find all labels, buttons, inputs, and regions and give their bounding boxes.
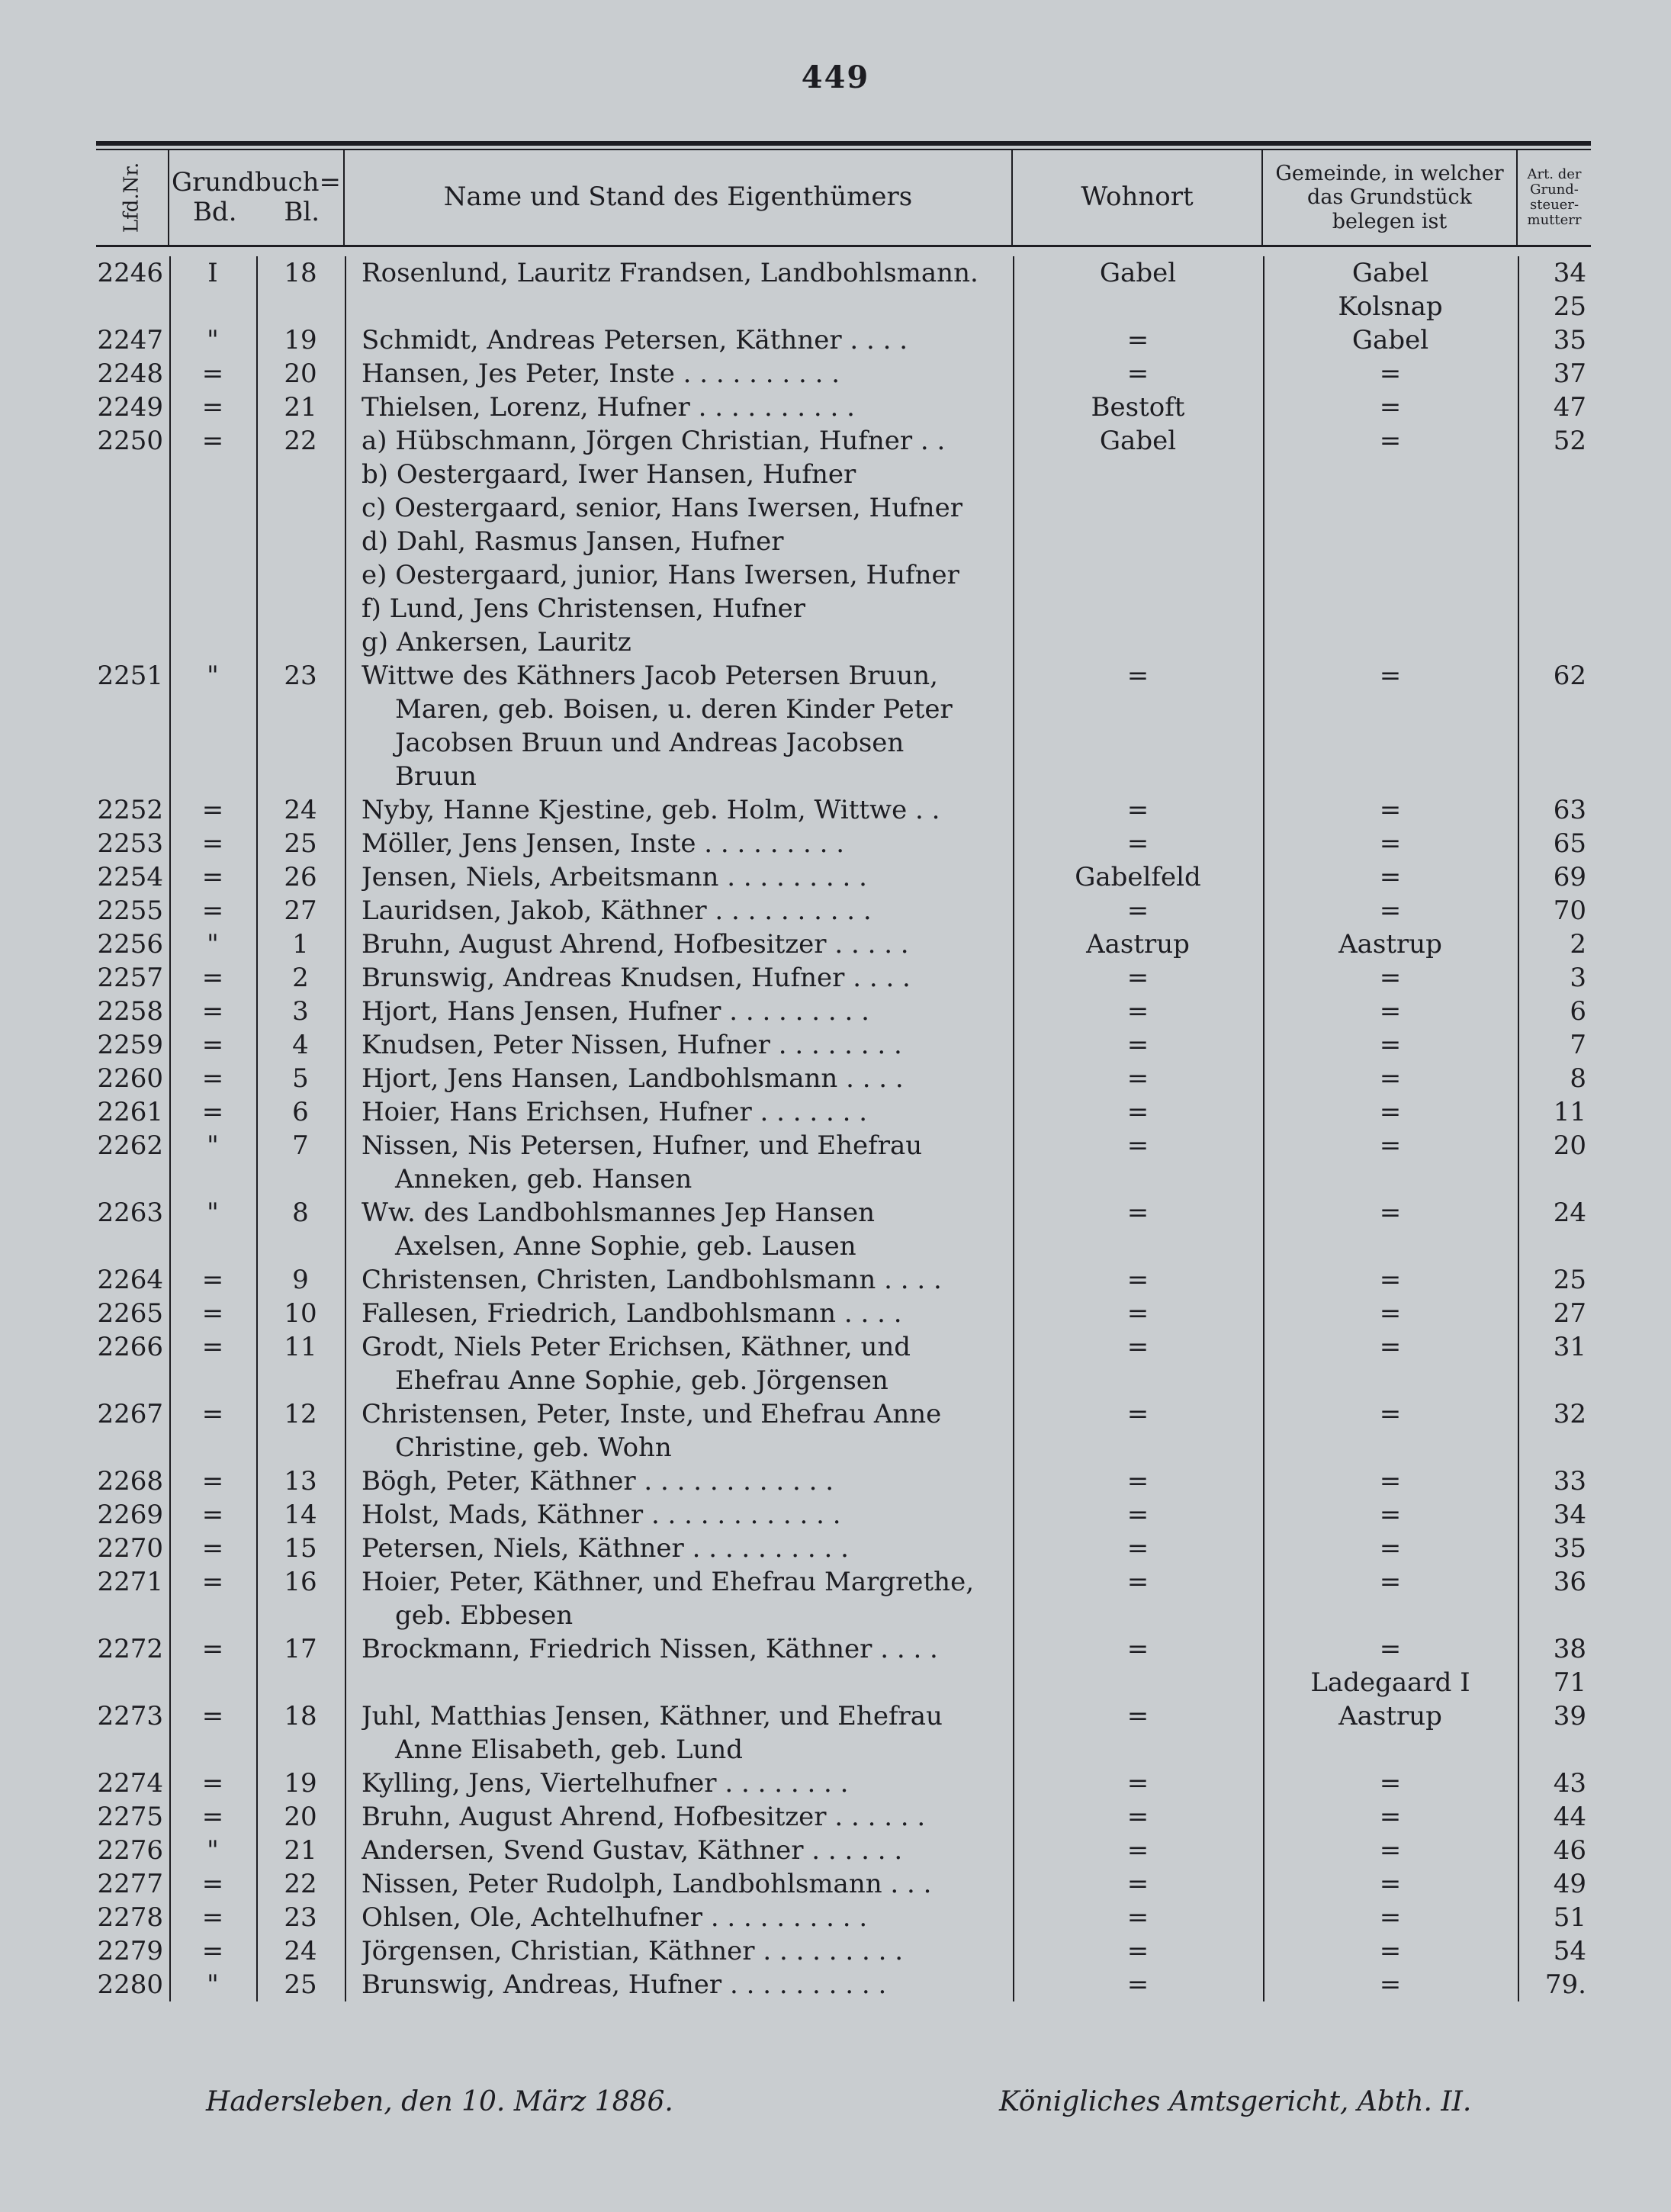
table-row [96,424,1591,659]
header-art: Art. der Grund-steuer-mutterr [1527,166,1582,228]
residence: = [1126,1936,1149,1966]
page-number: 449 [801,59,870,95]
row-band: = [201,1567,224,1597]
table-row [96,1565,1591,1632]
row-number: 2271 [97,1567,163,1597]
row-number: 2274 [97,1768,163,1799]
residence: = [1126,358,1149,389]
municipality: = [1379,828,1402,859]
municipality: = [1379,1802,1402,1832]
row-band: = [201,1533,224,1564]
owner-name: Fallesen, Friedrich, Landbohlsmann . . . . [362,1298,902,1329]
municipality: Gabel Kolsnap [1338,258,1443,322]
owner-name: Brunswig, Andreas, Hufner . . . . . . . . . . [362,1969,887,2000]
row-number: 2248 [97,358,163,389]
row-blatt: 17 [284,1634,317,1664]
row-band: " [207,1835,219,1866]
municipality: = [1379,963,1402,993]
residence: = [1126,996,1149,1027]
row-blatt: 14 [284,1500,317,1530]
municipality: = [1379,1936,1402,1966]
row-band: = [201,1802,224,1832]
tax-article: 31 [1553,1332,1586,1362]
row-blatt: 25 [284,1969,317,2000]
tax-article: 35 [1553,1533,1586,1564]
municipality: = [1379,1298,1402,1329]
table-row [96,659,1591,793]
row-number: 2266 [97,1332,163,1362]
row-blatt: 20 [284,358,317,389]
tax-article: 43 [1553,1768,1586,1799]
municipality: = [1379,862,1402,892]
row-blatt: 15 [284,1533,317,1564]
row-blatt: 24 [284,1936,317,1966]
residence: = [1126,1835,1149,1866]
row-number: 2251 [97,661,163,691]
row-number: 2262 [97,1130,163,1161]
row-band: = [201,358,224,389]
table-row [96,1129,1591,1196]
row-band: " [207,661,219,691]
row-number: 2250 [97,426,163,456]
residence: = [1126,1198,1149,1228]
row-number: 2264 [97,1265,163,1295]
table-row [96,1297,1591,1330]
tax-article: 25 [1553,1265,1586,1295]
row-blatt: 16 [284,1567,317,1597]
row-number: 2246 [97,258,163,288]
owner-name: Christensen, Christen, Landbohlsmann . . . . [362,1265,942,1295]
row-blatt: 26 [284,862,317,892]
residence: Gabelfeld [1075,862,1201,892]
residence: Bestoft [1091,392,1185,423]
row-number: 2249 [97,392,163,423]
header-grundbuch: Grundbuch= Bd. Bl. [169,150,345,245]
residence: = [1126,1063,1149,1094]
residence: Aastrup [1086,929,1190,960]
municipality: = [1379,1399,1402,1429]
header-bd: Bd. [192,197,237,227]
row-blatt: 20 [284,1802,317,1832]
residence: = [1126,1533,1149,1564]
tax-article: 70 [1553,895,1586,926]
row-blatt: 1 [292,929,309,960]
row-band: I [207,258,218,288]
residence: = [1126,325,1149,355]
row-number: 2253 [97,828,163,859]
table-row [96,357,1591,391]
row-blatt: 19 [284,1768,317,1799]
row-band: = [201,895,224,926]
residence: = [1126,661,1149,691]
row-band: = [201,996,224,1027]
table-row [96,1498,1591,1532]
tax-article: 71 39 [1553,1667,1586,1731]
tax-article: 46 [1553,1835,1586,1866]
owner-name: Wittwe des Käthners Jacob Petersen Bruun, Maren, geb. Boisen, u. deren Kinder Peter Jacobsen Bruun und Andreas Jacobsen Bruun [362,661,953,792]
row-blatt: 5 [292,1063,309,1094]
residence: = [1126,828,1149,859]
tax-article: 7 [1570,1030,1586,1060]
row-band: " [207,325,219,355]
row-band: " [207,1130,219,1161]
tax-article: 47 [1553,392,1586,423]
row-number: 2252 [97,795,163,825]
tax-article: 54 [1553,1936,1586,1966]
footer-authority: Königliches Amtsgericht, Abth. II. [999,2086,1472,2117]
municipality: = [1379,1533,1402,1564]
row-blatt: 8 [292,1198,309,1228]
header-gemeinde: Gemeinde, in welcher das Grundstück belegen ist [1263,150,1518,245]
residence: Gabel [1099,426,1177,456]
row-band: = [201,1869,224,1899]
row-number: 2255 [97,895,163,926]
tax-article: 63 [1553,795,1586,825]
row-number: 2267 [97,1399,163,1429]
row-number: 2254 [97,862,163,892]
residence: = [1126,1466,1149,1497]
table-row [96,1867,1591,1901]
row-band: = [201,1063,224,1094]
row-blatt: 18 [284,258,317,288]
footer-place-date: Hadersleben, den 10. März 1886. [206,2086,673,2117]
tax-article: 37 [1553,358,1586,389]
row-band: = [201,828,224,859]
residence: = [1126,1332,1149,1362]
row-band: " [207,929,219,960]
row-number: 2276 [97,1835,163,1866]
row-number: 2263 [97,1198,163,1228]
land-register-table [96,141,1591,2001]
row-band: = [201,1936,224,1966]
row-number: 2257 [97,963,163,993]
residence: = [1126,1634,1149,1664]
table-row [96,1968,1591,2001]
municipality: Gabel [1351,325,1429,355]
row-band: " [207,1969,219,2000]
residence: = [1126,1567,1149,1597]
table-row [96,391,1591,424]
residence: = [1126,1500,1149,1530]
owner-name: Jensen, Niels, Arbeitsmann . . . . . . . . . [362,862,867,892]
row-blatt: 3 [292,996,309,1027]
municipality: = [1379,1634,1402,1664]
row-blatt: 18 [284,1701,317,1731]
table-row [96,256,1591,323]
table-row [96,1901,1591,1934]
municipality: = [1379,1265,1402,1295]
municipality: = [1379,795,1402,825]
owner-name: Nissen, Peter Rudolph, Landbohlsmann . . . [362,1869,932,1899]
residence: = [1126,1097,1149,1127]
municipality: = [1379,392,1402,423]
row-number: 2270 [97,1533,163,1564]
row-blatt: 6 [292,1097,309,1127]
table-row [96,961,1591,995]
table-row [96,1263,1591,1297]
owner-name: Bögh, Peter, Käthner . . . . . . . . . . . . [362,1466,834,1497]
table-row [96,860,1591,894]
table-row [96,1834,1591,1867]
residence: = [1126,1265,1149,1295]
tax-article: 79. [1544,1969,1586,2000]
row-blatt: 22 [284,1869,317,1899]
tax-article: 36 [1553,1567,1586,1597]
table-row [96,1767,1591,1800]
tax-article: 2 [1570,929,1586,960]
row-band: = [201,1298,224,1329]
municipality: = [1379,1902,1402,1933]
row-band: = [201,426,224,456]
row-band: = [201,795,224,825]
residence: = [1126,963,1149,993]
row-number: 2278 [97,1902,163,1933]
row-band: = [201,1399,224,1429]
table-row [96,1062,1591,1095]
top-rule [96,141,1591,146]
table-row [96,323,1591,357]
table-row [96,1532,1591,1565]
row-number: 2272 [97,1634,163,1664]
row-blatt: 12 [284,1399,317,1429]
row-number: 2273 [97,1701,163,1731]
row-number: 2256 [97,929,163,960]
residence: = [1126,1768,1149,1799]
owner-name: Bruhn, August Ahrend, Hofbesitzer . . . . . . [362,1802,926,1832]
table-row [96,995,1591,1028]
municipality: = [1379,1567,1402,1597]
header-wohnort: Wohnort [1013,150,1263,245]
owner-name: Hansen, Jes Peter, Inste . . . . . . . . . . [362,358,840,389]
owner-name: Möller, Jens Jensen, Inste . . . . . . . . . [362,828,845,859]
municipality: = [1379,1869,1402,1899]
residence: = [1126,895,1149,926]
row-number: 2269 [97,1500,163,1530]
owner-name: Holst, Mads, Käthner . . . . . . . . . . . . [362,1500,841,1530]
owner-name: Grodt, Niels Peter Erichsen, Käthner, und Ehefrau Anne Sophie, geb. Jörgensen [362,1332,911,1396]
table-row [96,894,1591,928]
row-band: = [201,1902,224,1933]
owner-name: Bruhn, August Ahrend, Hofbesitzer . . . . . [362,929,909,960]
owner-name: Brockmann, Friedrich Nissen, Käthner . . . . [362,1634,938,1664]
row-number: 2260 [97,1063,163,1094]
tax-article: 24 [1553,1198,1586,1228]
row-number: 2261 [97,1097,163,1127]
municipality: = [1379,358,1402,389]
tax-article: 69 [1553,862,1586,892]
row-blatt: 11 [284,1332,317,1362]
owner-name: Ohlsen, Ole, Achtelhufner . . . . . . . . . . [362,1902,868,1933]
residence: = [1126,1030,1149,1060]
owner-name: Hoier, Peter, Käthner, und Ehefrau Margrethe, geb. Ebbesen [362,1567,975,1631]
owner-name: Hjort, Hans Jensen, Hufner . . . . . . . . . [362,996,869,1027]
tax-article: 11 [1553,1097,1586,1127]
row-band: = [201,1265,224,1295]
row-band: = [201,1332,224,1362]
table-row [96,827,1591,860]
table-header [96,150,1591,247]
municipality: = [1379,1130,1402,1161]
table-row [96,1095,1591,1129]
table-row [96,928,1591,961]
row-blatt: 23 [284,1902,317,1933]
table-row [96,1800,1591,1834]
municipality: = [1379,426,1402,456]
table-body [96,256,1591,2001]
row-number: 2275 [97,1802,163,1832]
owner-name: Juhl, Matthias Jensen, Käthner, und Ehefrau Anne Elisabeth, geb. Lund [362,1701,943,1765]
residence: = [1126,1869,1149,1899]
row-number: 2259 [97,1030,163,1060]
row-number: 2247 [97,325,163,355]
table-row [96,1196,1591,1263]
owner-name: Petersen, Niels, Käthner . . . . . . . . . . [362,1533,849,1564]
residence: = [1126,1130,1149,1161]
tax-article: 6 [1570,996,1586,1027]
owner-name: Andersen, Svend Gustav, Käthner . . . . . . [362,1835,903,1866]
residence: = [1126,1701,1149,1731]
row-band: = [201,1701,224,1731]
owner-name: Christensen, Peter, Inste, und Ehefrau Anne Christine, geb. Wohn [362,1399,942,1463]
municipality: = [1379,1969,1402,2000]
table-row [96,1028,1591,1062]
row-band: " [207,1198,219,1228]
tax-article: 33 [1553,1466,1586,1497]
row-blatt: 4 [292,1030,309,1060]
row-band: = [201,1634,224,1664]
tax-article: 52 [1553,426,1586,456]
municipality: = [1379,1030,1402,1060]
tax-article: 65 [1553,828,1586,859]
table-row [96,793,1591,827]
tax-article: 34 [1553,1500,1586,1530]
row-blatt: 9 [292,1265,309,1295]
row-number: 2268 [97,1466,163,1497]
residence: = [1126,795,1149,825]
owner-name: Kylling, Jens, Viertelhufner . . . . . . . . [362,1768,849,1799]
row-band: = [201,1768,224,1799]
owner-name: Hjort, Jens Hansen, Landbohlsmann . . . . [362,1063,904,1094]
row-band: = [201,1097,224,1127]
table-row [96,1330,1591,1397]
municipality: = [1379,661,1402,691]
table-row [96,1934,1591,1968]
row-blatt: 19 [284,325,317,355]
tax-article: 34 25 [1553,258,1586,322]
tax-article: 44 [1553,1802,1586,1832]
row-blatt: 21 [284,1835,317,1866]
owner-name: Lauridsen, Jakob, Käthner . . . . . . . . . . [362,895,872,926]
municipality: = [1379,1466,1402,1497]
row-blatt: 2 [292,963,309,993]
row-band: = [201,392,224,423]
table-row [96,1464,1591,1498]
header-nr: Lfd.Nr. [96,150,169,245]
tax-article: 8 [1570,1063,1586,1094]
row-band: = [201,1466,224,1497]
municipality: Aastrup [1338,929,1442,960]
owner-name: Rosenlund, Lauritz Frandsen, Landbohlsmann. [362,258,978,288]
tax-article: 20 [1553,1130,1586,1161]
table-row [96,1632,1591,1666]
municipality: = [1379,1097,1402,1127]
row-band: = [201,1030,224,1060]
row-number: 2277 [97,1869,163,1899]
table-row [96,1397,1591,1464]
owner-name: Nyby, Hanne Kjestine, geb. Holm, Wittwe . . [362,795,940,825]
row-band: = [201,1500,224,1530]
municipality: = [1379,1835,1402,1866]
owner-name: Hoier, Hans Erichsen, Hufner . . . . . . . [362,1097,867,1127]
row-number: 2265 [97,1298,163,1329]
row-band: = [201,963,224,993]
tax-article: 3 [1570,963,1586,993]
row-blatt: 22 [284,426,317,456]
tax-article: 62 [1553,661,1586,691]
municipality: Ladegaard I Aastrup [1310,1667,1470,1731]
row-blatt: 27 [284,895,317,926]
header-bl: Bl. [284,197,320,227]
owner-name: Brunswig, Andreas Knudsen, Hufner . . . . [362,963,911,993]
row-blatt: 13 [284,1466,317,1497]
owner-name: Ww. des Landbohlsmannes Jep Hansen Axelsen, Anne Sophie, geb. Lausen [362,1198,876,1262]
tax-article: 49 [1553,1869,1586,1899]
row-blatt: 10 [284,1298,317,1329]
row-blatt: 23 [284,661,317,691]
residence: Gabel [1099,258,1177,288]
owner-name: Nissen, Nis Petersen, Hufner, und Ehefrau Anneken, geb. Hansen [362,1130,923,1194]
tax-article: 51 [1553,1902,1586,1933]
row-band: = [201,862,224,892]
municipality: = [1379,895,1402,926]
tax-article: 35 [1553,325,1586,355]
owner-name: Thielsen, Lorenz, Hufner . . . . . . . . . . [362,392,855,423]
row-blatt: 21 [284,392,317,423]
row-number: 2258 [97,996,163,1027]
residence: = [1126,1902,1149,1933]
row-blatt: 25 [284,828,317,859]
tax-article: 27 [1553,1298,1586,1329]
row-number: 2280 [97,1969,163,2000]
residence: = [1126,1399,1149,1429]
row-blatt: 7 [292,1130,309,1161]
row-blatt: 24 [284,795,317,825]
header-name: Name und Stand des Eigenthümers [345,150,1013,245]
municipality: = [1379,1063,1402,1094]
table-row [96,1666,1591,1767]
municipality: = [1379,1500,1402,1530]
row-number: 2279 [97,1936,163,1966]
owner-name: Jörgensen, Christian, Käthner . . . . . . . . . [362,1936,904,1966]
municipality: = [1379,1198,1402,1228]
owner-name: Knudsen, Peter Nissen, Hufner . . . . . . . . [362,1030,902,1060]
residence: = [1126,1802,1149,1832]
residence: = [1126,1298,1149,1329]
municipality: = [1379,1332,1402,1362]
tax-article: 38 [1553,1634,1586,1664]
owner-name: Schmidt, Andreas Petersen, Käthner . . . . [362,325,908,355]
tax-article: 32 [1553,1399,1586,1429]
municipality: = [1379,996,1402,1027]
residence: = [1126,1969,1149,2000]
municipality: = [1379,1768,1402,1799]
owner-name: a) Hübschmann, Jörgen Christian, Hufner . . b) Oestergaard, Iwer Hansen, Hufner c) Oestergaard, senior, Hans Iwersen, Hufner d) Dahl, Rasmus Jansen, Hufner e) Oestergaard, junior, Hans Iwersen, Hufner f) Lund, Jens Christensen, Hufner g) Ankersen, Lauritz [362,426,962,657]
